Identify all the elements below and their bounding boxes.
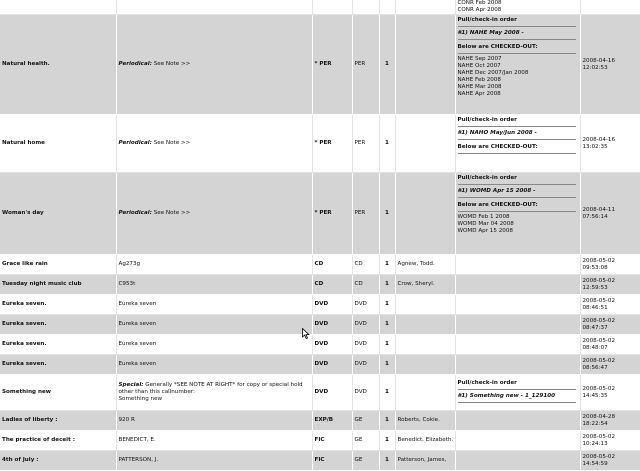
pull-checkin-header: Pull/check-in order [458,117,576,127]
title-cell: 4th of July : [0,451,116,471]
call-number: See Note >> [153,140,191,146]
table-row[interactable] [0,451,640,471]
marker-cell: DVD [312,335,352,355]
note-item: CONR Apr 2008 [457,7,502,13]
marker-cell: DVD [312,295,352,315]
call-cell [116,451,312,471]
qty-cell: 1 [379,335,395,355]
notes-cell [455,355,580,375]
table-row[interactable] [0,355,640,375]
date-cell: 2008-05-02 08:47:37 [580,315,640,335]
note-item: WOMD Mar 04 2008 [457,221,514,227]
call-extra: Something new [118,396,163,402]
checked-out-header: Below are CHECKED-OUT: [458,202,576,212]
pull-checkin-header: Pull/check-in order [458,17,576,27]
format-cell: DVD [352,315,379,335]
format-cell: PER [352,115,379,173]
call-number: Generally *SEE NOTE AT RIGHT* for copy or special hold other than this callnumber: [118,382,303,395]
table-row[interactable] [0,275,640,295]
author-cell [395,295,455,315]
call-cell [116,15,312,115]
notes-cell [455,431,580,451]
call-number: See Note >> [153,61,191,67]
format-cell: PER [352,173,379,255]
checked-out-header: Below are CHECKED-OUT: [458,144,576,154]
call-cell [116,355,312,375]
notes-cell [455,295,580,315]
marker-cell: DVD [312,375,352,411]
marker-cell [312,0,352,15]
call-cell [116,275,312,295]
date-cell: 2008-05-02 08:56:47 [580,355,640,375]
call-cell [116,295,312,315]
call-number: BENEDICT, E. [118,437,156,443]
qty-cell: 1 [379,375,395,411]
call-cell [116,315,312,335]
date-cell: 2008-05-02 12:59:53 [580,275,640,295]
qty-cell: 1 [379,275,395,295]
marker-cell: DVD [312,315,352,335]
qty-cell: 1 [379,355,395,375]
author-cell [395,355,455,375]
title-cell: The practice of deceit : [0,431,116,451]
notes-cell [455,335,580,355]
author-cell: Roberts, Cokie. [395,411,455,431]
qty-cell: 1 [379,173,395,255]
call-prefix: Periodical: [118,140,152,146]
author-cell [395,0,455,15]
qty-cell: 1 [379,15,395,115]
call-cell [116,375,312,411]
author-cell: Crow, Sheryl. [395,275,455,295]
table-row[interactable] [0,255,640,275]
format-cell: GE [352,431,379,451]
call-number: 920 R [118,417,135,423]
call-number: Eureka seven [118,321,157,327]
hold-line: #1) NAHE May 2008 - [458,30,576,40]
marker-cell: CD [312,275,352,295]
format-cell: DVD [352,355,379,375]
call-prefix: Special: [118,382,144,388]
hold-line: #1) WOMD Apr 15 2008 - [458,188,576,198]
date-cell: 2008-04-28 18:22:54 [580,411,640,431]
marker-cell: FIC [312,431,352,451]
qty-cell: 1 [379,255,395,275]
note-item: NAHE Mar 2008 [457,84,502,90]
pull-checkin-header: Pull/check-in order [458,380,576,390]
author-cell: Agnew, Todd. [395,255,455,275]
call-number: Eureka seven [118,361,157,367]
notes-cell [455,115,580,173]
title-cell: Eureka seven. [0,295,116,315]
marker-cell: * PER [312,173,352,255]
format-cell: PER [352,15,379,115]
title-cell: Something new [0,375,116,411]
notes-cell [455,451,580,471]
author-cell: Patterson, James, [395,451,455,471]
author-cell [395,335,455,355]
author-cell [395,375,455,411]
format-cell: GE [352,411,379,431]
note-item: NAHE Dec 2007/Jan 2008 [457,70,529,76]
author-cell [395,115,455,173]
date-cell: 2008-04-11 07:56:14 [580,173,640,255]
title-cell: Eureka seven. [0,315,116,335]
format-cell: DVD [352,295,379,315]
title-cell: Grace like rain [0,255,116,275]
hold-line: #1) Something new - 1_129100 [458,393,576,403]
notes-cell [455,275,580,295]
qty-cell: 1 [379,451,395,471]
table-row[interactable] [0,295,640,315]
qty-cell: 1 [379,411,395,431]
author-cell [395,15,455,115]
qty-cell: 1 [379,431,395,451]
note-item: WOMD Apr 15 2008 [457,228,513,234]
call-cell [116,431,312,451]
qty-cell: 1 [379,115,395,173]
call-cell [116,411,312,431]
author-cell: Benedict, Elizabeth. [395,431,455,451]
note-item: NAHE Feb 2008 [457,77,501,83]
call-number: Eureka seven [118,301,157,307]
note-item: NAHE Apr 2008 [457,91,501,97]
author-cell [395,173,455,255]
call-number: Ag273g [118,261,141,267]
table-row[interactable] [0,411,640,431]
call-prefix: Periodical: [118,61,152,67]
table-row[interactable] [0,431,640,451]
note-item: NAHE Oct 2007 [457,63,501,69]
date-cell: 2008-05-02 09:53:08 [580,255,640,275]
marker-cell: DVD [312,355,352,375]
title-cell: Natural home [0,115,116,173]
call-number: PATTERSON, J. [118,457,159,463]
call-prefix: Periodical: [118,210,152,216]
notes-cell [455,15,580,115]
table-row-top [0,0,640,15]
marker-cell: CD [312,255,352,275]
mouse-cursor-icon [302,328,310,339]
date-cell: 2008-05-02 08:48:07 [580,335,640,355]
call-number: Eureka seven [118,341,157,347]
call-number: C953t [118,281,136,287]
date-cell: 2008-04-16 13:02:35 [580,115,640,173]
call-cell [116,335,312,355]
title-cell: Natural health. [0,15,116,115]
format-cell: GE [352,451,379,471]
notes-cell [455,0,580,15]
table-row[interactable] [0,315,640,335]
call-number: See Note >> [153,210,191,216]
date-cell: 2008-05-02 08:46:51 [580,295,640,315]
notes-cell [455,315,580,335]
marker-cell: EXP/B [312,411,352,431]
call-cell [116,0,312,15]
call-cell [116,173,312,255]
table-row[interactable] [0,15,640,115]
date-cell: 2008-05-02 14:54:59 [580,451,640,471]
notes-cell [455,411,580,431]
checked-out-header: Below are CHECKED-OUT: [458,44,576,54]
table-row[interactable] [0,115,640,173]
format-cell [352,0,379,15]
format-cell: DVD [352,375,379,411]
marker-cell: * PER [312,115,352,173]
marker-cell: * PER [312,15,352,115]
qty-cell: 1 [379,315,395,335]
hold-line: #1) NAHO May/Jun 2008 - [458,130,576,140]
call-cell [116,255,312,275]
format-cell: DVD [352,335,379,355]
table-row[interactable] [0,335,640,355]
qty-cell [379,0,395,15]
date-cell: 2008-04-16 12:02:53 [580,15,640,115]
notes-cell [455,375,580,411]
note-item: WOMD Feb 1 2008 [457,214,510,220]
date-cell [580,0,640,15]
qty-cell: 1 [379,295,395,315]
marker-cell: FIC [312,451,352,471]
pull-checkin-header: Pull/check-in order [458,175,576,185]
title-cell [0,0,116,15]
notes-cell [455,173,580,255]
notes-cell [455,255,580,275]
table-row[interactable] [0,375,640,411]
format-cell: CD [352,255,379,275]
title-cell: Eureka seven. [0,335,116,355]
note-item: CONR Feb 2008 [457,0,502,6]
note-item: NAHE Sep 2007 [457,56,502,62]
format-cell: CD [352,275,379,295]
title-cell: Tuesday night music club [0,275,116,295]
table-row[interactable] [0,173,640,255]
title-cell: Ladies of liberty : [0,411,116,431]
title-cell: Eureka seven. [0,355,116,375]
date-cell: 2008-05-02 10:24:13 [580,431,640,451]
call-cell [116,115,312,173]
title-cell: Woman's day [0,173,116,255]
author-cell [395,315,455,335]
date-cell: 2008-05-02 14:45:35 [580,375,640,411]
